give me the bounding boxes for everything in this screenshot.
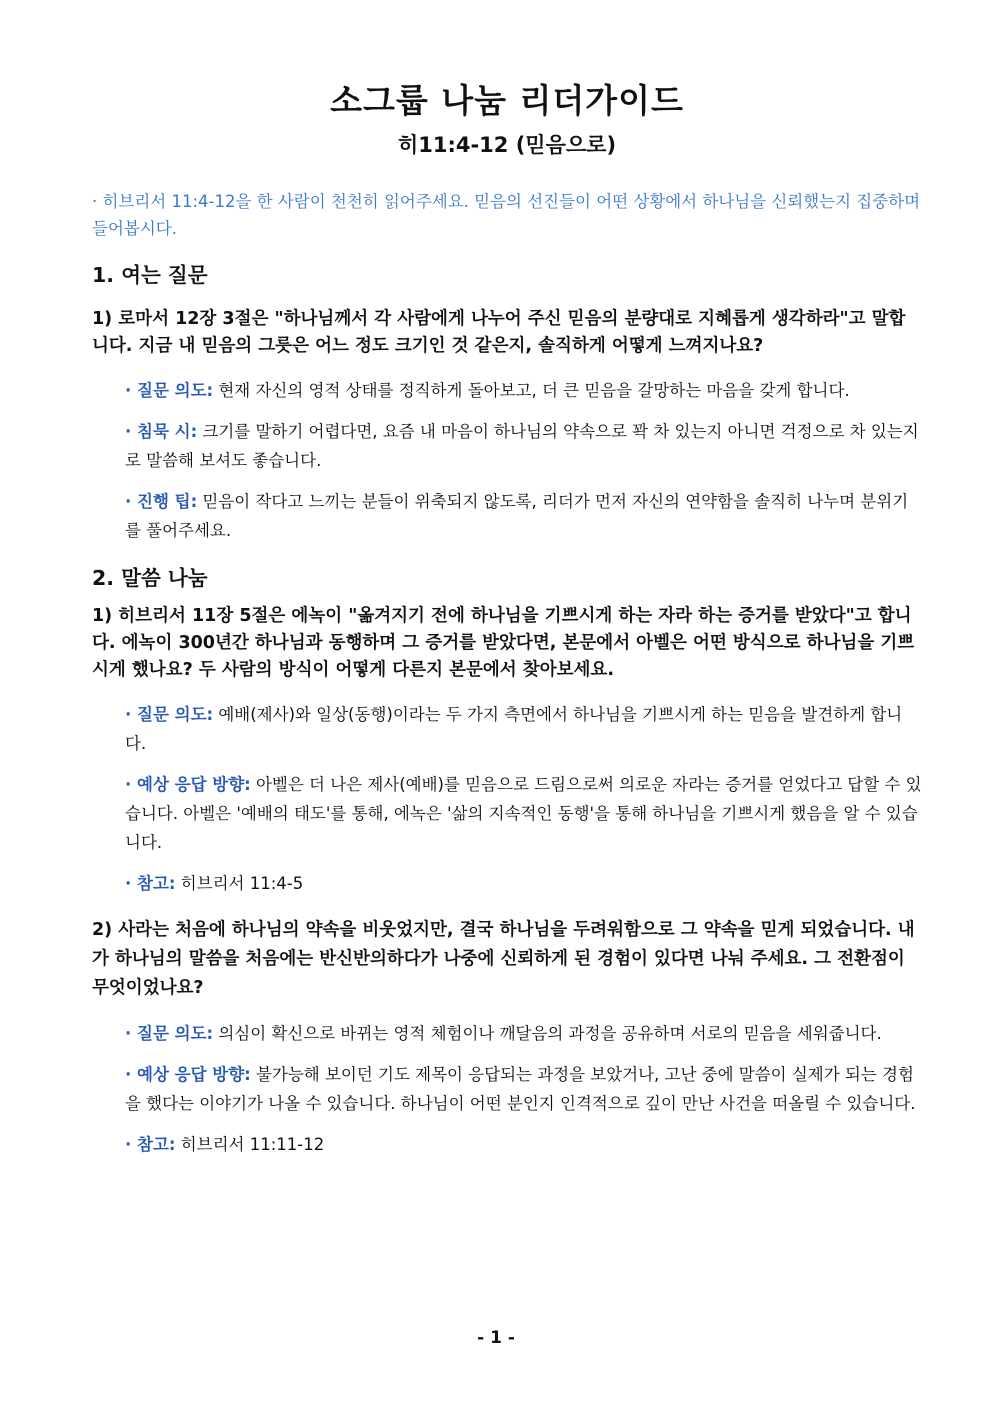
note-expected-answer: [125, 770, 922, 857]
note-silence: [125, 417, 922, 475]
note-expected-answer: [125, 1060, 922, 1118]
question-2-1: 1) 히브리서 11장 5절은 에녹이 "옮겨지기 전에 하나님을 기쁘시게 하는 자라 하는 증거를 받았다"고 합니다. 에녹이 300년간 하나님과 동행하며 그 증거를 받았다면, 본문에서 아벨은 어떤 방식으로 하나님을 기쁘시게 했나요? 두 사람의 방식이 어떻게 다른지 본문에서 찾아보세요.: [92, 606, 915, 680]
note-label: · 예상 응답 방향:: [125, 1065, 251, 1084]
note-label: · 참고:: [125, 874, 176, 893]
intro-instruction: · 히브리서 11:4-12을 한 사람이 천천히 읽어주세요. 믿음의 선진들이 어떤 상황에서 하나님을 신뢰했는지 집중하며 들어봅시다.: [92, 192, 921, 238]
page-subtitle: 히11:4-12 (믿음으로): [397, 133, 617, 157]
note-intent: [125, 1019, 922, 1048]
note-text: 아벨은 더 나은 제사(예배)를 믿음으로 드림으로써 의로운 자라는 증거를 얻었다고 답할 수 있습니다. 아벨은 '예배의 태도'를 통해, 에녹은 '삶의 지속적인 동행'을 통해 하나님을 기쁘시게 했음을 알 수 있습니다.: [125, 775, 922, 852]
note-text: 현재 자신의 영적 상태를 정직하게 돌아보고, 더 큰 믿음을 갈망하는 마음을 갖게 합니다.: [213, 381, 850, 400]
note-label: · 질문 의도:: [125, 705, 214, 724]
question-2-2: 2) 사라는 처음에 하나님의 약속을 비웃었지만, 결국 하나님을 두려워함으로 그 약속을 믿게 되었습니다. 내가 하나님의 말씀을 처음에는 반신반의하다가 나중에 신뢰하게 된 경험이 있다면 나눠 주세요. 그 전환점이 무엇이었나요?: [92, 920, 915, 998]
document-page: [92, 70, 922, 1159]
note-text: 예배(제사)와 일상(동행)이라는 두 가지 측면에서 하나님을 기쁘시게 하는 믿음을 발견하게 합니다.: [125, 705, 903, 753]
note-label: · 침묵 시:: [125, 422, 198, 441]
note-label: · 예상 응답 방향:: [125, 775, 251, 794]
note-text: 히브리서 11:4-5: [175, 874, 304, 893]
note-reference: [125, 1130, 922, 1159]
page-number: - 1 -: [477, 1328, 515, 1348]
section-heading-word: 2. 말씀 나눔: [92, 566, 208, 590]
note-tip: [125, 487, 922, 545]
note-text: 믿음이 작다고 느끼는 분들이 위축되지 않도록, 리더가 먼저 자신의 연약함을 솔직히 나누며 분위기를 풀어주세요.: [125, 492, 909, 540]
note-reference: [125, 869, 922, 898]
note-label: · 질문 의도:: [125, 381, 214, 400]
note-text: 히브리서 11:11-12: [175, 1135, 325, 1154]
note-label: · 질문 의도:: [125, 1024, 214, 1043]
note-text: 불가능해 보이던 기도 제목이 응답되는 과정을 보았거나, 고난 중에 말씀이 실제가 되는 경험을 했다는 이야기가 나올 수 있습니다. 하나님이 어떤 분인지 인격적으로 깊이 만난 사건을 떠올릴 수 있습니다.: [125, 1065, 916, 1113]
question-1-1: 1) 로마서 12장 3절은 "하나님께서 각 사람에게 나누어 주신 믿음의 분량대로 지혜롭게 생각하라"고 말합니다. 지금 내 믿음의 그릇은 어느 정도 크기인 것 같은지, 솔직하게 어떻게 느껴지나요?: [92, 309, 906, 356]
note-text: 의심이 확신으로 바뀌는 영적 체험이나 깨달음의 과정을 공유하며 서로의 믿음을 세워줍니다.: [213, 1024, 882, 1043]
note-label: · 진행 팁:: [125, 492, 198, 511]
section-heading-opening: 1. 여는 질문: [92, 263, 208, 287]
note-text: 크기를 말하기 어렵다면, 요즘 내 마음이 하나님의 약속으로 꽉 차 있는지 아니면 걱정으로 차 있는지로 말씀해 보셔도 좋습니다.: [125, 422, 919, 470]
note-intent: [125, 376, 922, 405]
page-title: 소그룹 나눔 리더가이드: [330, 81, 684, 120]
note-intent: [125, 700, 922, 758]
note-label: · 참고:: [125, 1135, 176, 1154]
